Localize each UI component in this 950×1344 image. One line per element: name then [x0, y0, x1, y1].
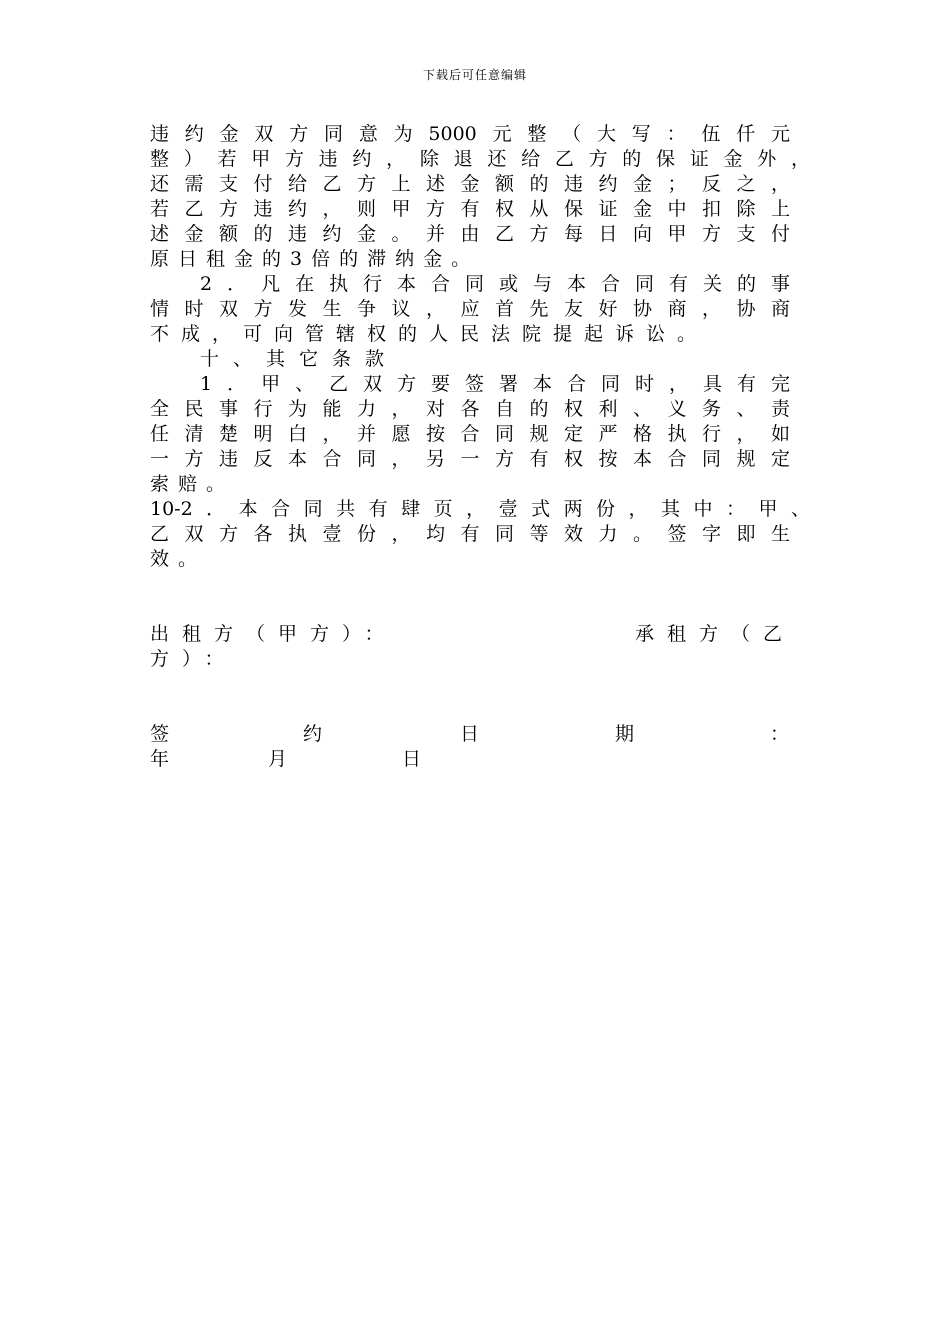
body-line: 述金额的违约金。并由乙方每日向甲方支付 [150, 223, 790, 245]
section-heading: 十、其它条款 [200, 348, 399, 370]
party-signature-row-cont [150, 647, 790, 672]
date-label-char: 日 [460, 723, 480, 745]
body-line: 乙双方各执壹份，均有同等效力。签字即生 [150, 523, 790, 545]
body-line: 还需支付给乙方上述金额的违约金；反之， [150, 173, 790, 195]
body-line: 索赔。 [150, 473, 235, 495]
date-label-char: 约 [303, 723, 323, 745]
body-line: 一方违反本合同，另一方有权按本合同规定 [150, 448, 790, 470]
lessor-label: 出租方（甲方）： [150, 623, 397, 645]
body-line: 10-2．本合同共有肆页，壹式两份，其中：甲、 [150, 498, 810, 520]
body-line: 情时双方发生争议，应首先友好协商，协商 [150, 298, 790, 320]
lessee-label: 承租方（乙 [635, 623, 796, 645]
date-label-char: 签 [150, 723, 170, 745]
page-header: 下载后可任意编辑 [422, 68, 527, 82]
party-signature-row [150, 622, 796, 647]
date-label-char: ： [770, 723, 790, 745]
body-line: 整）若甲方违约，除退还给乙方的保证金外， [150, 148, 810, 170]
body-line: 违约金双方同意为5000元整（大写：伍仟元 [150, 123, 790, 145]
signing-date-row [150, 722, 790, 747]
body-line: 若乙方违约，则甲方有权从保证金中扣除上 [150, 198, 790, 220]
date-fields-row [150, 747, 790, 772]
lessee-label-cont: 方）： [150, 648, 237, 670]
year-field: 年 [150, 748, 170, 770]
body-line: 任清楚明白，并愿按合同规定严格执行，如 [150, 423, 790, 445]
month-field: 月 [268, 748, 288, 770]
body-line: 效。 [150, 548, 207, 570]
date-label-char: 期 [615, 723, 635, 745]
body-line: 原日租金的3倍的滞纳金。 [150, 248, 480, 270]
contract-body [150, 122, 810, 772]
day-field: 日 [402, 748, 422, 770]
body-line: 全民事行为能力，对各自的权利、义务、责 [150, 398, 790, 420]
body-line: 不成，可向管辖权的人民法院提起诉讼。 [150, 323, 709, 345]
body-line-indented: 1．甲、乙双方要签署本合同时，具有完 [200, 373, 790, 395]
body-line-indented: 2．凡在执行本合同或与本合同有关的事 [200, 273, 790, 295]
